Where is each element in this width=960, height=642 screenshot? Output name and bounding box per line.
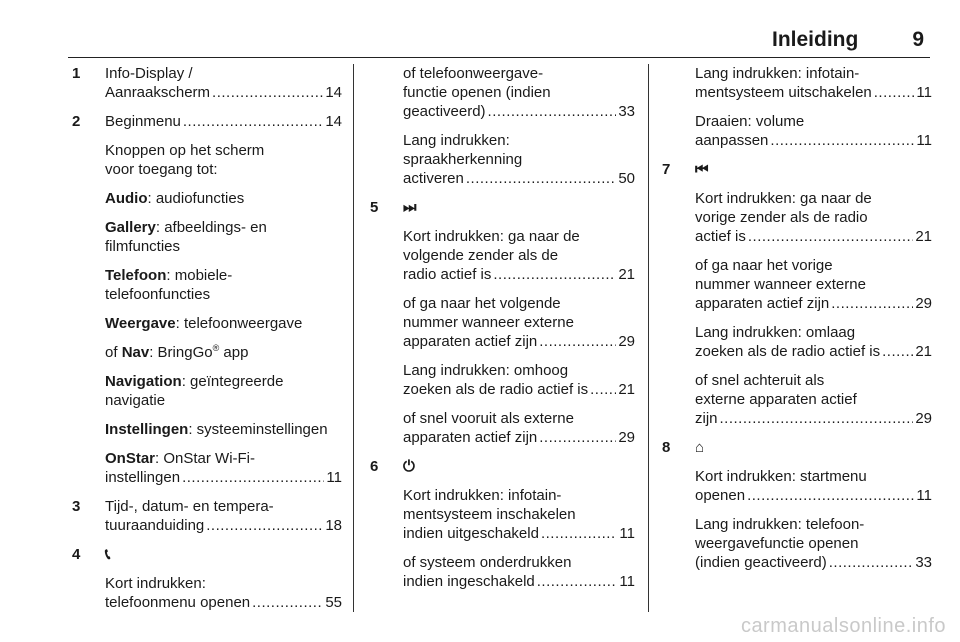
item-number: 2 (72, 113, 81, 130)
page-ref[interactable]: 11 (619, 573, 635, 590)
next-track-icon: ⏭ (403, 199, 417, 216)
page-ref[interactable]: 33 (915, 554, 932, 571)
list-item-5 (370, 198, 635, 447)
header-rule (68, 57, 930, 58)
list-item-6-cont (662, 64, 932, 150)
list-item-1 (72, 64, 342, 102)
paragraph: Kort indrukken: infotain- mentsysteem inschakelen indien uitgeschakeld ..... 11 (403, 486, 635, 543)
list-item-4 (72, 545, 342, 612)
page-ref[interactable]: 11 (326, 469, 342, 486)
list-item-8 (662, 438, 932, 572)
item-text: Info-Display / (105, 65, 193, 82)
column-divider-1 (353, 64, 354, 612)
paragraph: Kort indrukken: startmenu openen ..... 11 (695, 467, 932, 505)
item-number: 6 (370, 458, 379, 475)
page-ref[interactable]: 21 (618, 381, 635, 398)
power-icon: ⏻ (403, 458, 415, 475)
page-ref[interactable]: 14 (325, 113, 342, 130)
page-ref[interactable]: 18 (325, 517, 342, 534)
paragraph: Telefoon: mobiele- telefoonfuncties (105, 267, 233, 303)
paragraph: Draaien: volume aanpassen ..... 11 (695, 112, 932, 150)
paragraph: of snel achteruit als externe apparaten actief zijn ..... 29 (695, 371, 932, 428)
paragraph: of ga naar het vorige nummer wanneer externe apparaten actief zijn ..... 29 (695, 256, 932, 313)
item-number: 1 (72, 65, 81, 82)
paragraph: Audio: audiofuncties (105, 190, 245, 207)
page-ref[interactable]: 29 (915, 295, 932, 312)
page-ref[interactable]: 33 (618, 103, 635, 120)
paragraph: of ga naar het volgende nummer wanneer externe apparaten actief zijn ..... 29 (403, 294, 635, 351)
paragraph: of snel vooruit als externe apparaten actief zijn ..... 29 (403, 409, 635, 447)
paragraph: Lang indrukken: omhoog zoeken als de radio actief is ..... 21 (403, 361, 635, 399)
watermark: carmanualsonline.info (740, 615, 946, 637)
paragraph: of telefoonweergave- functie openen (indien geactiveerd) ..... 33 (403, 64, 635, 121)
toc-row (105, 83, 342, 102)
paragraph: OnStar: OnStar Wi-Fi- instellingen ..... 11 (105, 449, 342, 487)
column-2 (370, 64, 635, 601)
item-number: 7 (662, 161, 671, 178)
page-ref[interactable]: 50 (618, 170, 635, 187)
page-ref[interactable]: 11 (916, 84, 932, 101)
paragraph: Lang indrukken: infotain- mentsysteem uitschakelen ..... 11 (695, 64, 932, 102)
paragraph: of systeem onderdrukken indien ingeschakeld ..... 11 (403, 553, 635, 591)
page-ref[interactable]: 21 (915, 343, 932, 360)
paragraph: Knoppen op het scherm voor toegang tot: (105, 142, 265, 178)
paragraph: Lang indrukken: spraakherkenning activeren ..... 50 (403, 131, 635, 188)
paragraph: Kort indrukken: ga naar de volgende zender als de radio actief is ..... 21 (403, 227, 635, 284)
page-ref[interactable]: 29 (618, 429, 635, 446)
toc-row (105, 112, 342, 131)
column-divider-2 (648, 64, 649, 612)
page-ref[interactable]: 55 (325, 594, 342, 611)
page-number: 9 (912, 28, 924, 51)
page-ref[interactable]: 11 (916, 487, 932, 504)
page-ref[interactable]: 21 (915, 228, 932, 245)
list-item-7 (662, 160, 932, 428)
item-number: 8 (662, 439, 671, 456)
item-text: Beginmenu (105, 113, 181, 130)
paragraph: Weergave: telefoonweergave (105, 315, 303, 332)
page-ref[interactable]: 29 (915, 410, 932, 427)
list-item-6 (370, 457, 635, 591)
list-item-3 (72, 497, 342, 535)
paragraph: Kort indrukken: telefoonmenu openen ..... 55 (105, 574, 342, 612)
item-number: 3 (72, 498, 81, 515)
page-header (772, 28, 924, 58)
item-number: 4 (72, 546, 81, 563)
page-ref[interactable]: 11 (619, 525, 635, 542)
paragraph: Gallery: afbeeldings- en filmfuncties (105, 219, 267, 255)
column-3 (662, 64, 932, 582)
list-item-4-cont (370, 64, 635, 188)
phone-icon: 📞︎ (105, 546, 111, 563)
item-text: Aanraakscherm (105, 84, 211, 101)
column-1 (72, 64, 342, 622)
item-text: Tijd-, datum- en tempera- (105, 498, 274, 515)
home-icon: ⌂ (695, 439, 705, 456)
page-ref[interactable]: 11 (916, 132, 932, 149)
page-ref[interactable]: 14 (325, 84, 342, 101)
paragraph: Kort indrukken: ga naar de vorige zender als de radio actief is ..... 21 (695, 189, 932, 246)
page-ref[interactable]: 21 (618, 266, 635, 283)
toc-row: tuuraanduiding ..... 18 (105, 516, 342, 535)
previous-track-icon: ⏮ (695, 161, 709, 178)
page-ref[interactable]: 29 (618, 333, 635, 350)
paragraph: of Nav: BringGo® app (105, 343, 249, 361)
page-title: Inleiding (771, 28, 859, 51)
list-item-2 (72, 112, 342, 487)
paragraph: Lang indrukken: omlaag zoeken als de radio actief is ..... 21 (695, 323, 932, 361)
item-number: 5 (370, 199, 379, 216)
paragraph: Instellingen: systeeminstellingen (105, 421, 328, 438)
paragraph: Lang indrukken: telefoon- weergavefunctie openen (indien geactiveerd) ..... 33 (695, 515, 932, 572)
paragraph: Navigation: geïntegreerde navigatie (105, 373, 284, 409)
